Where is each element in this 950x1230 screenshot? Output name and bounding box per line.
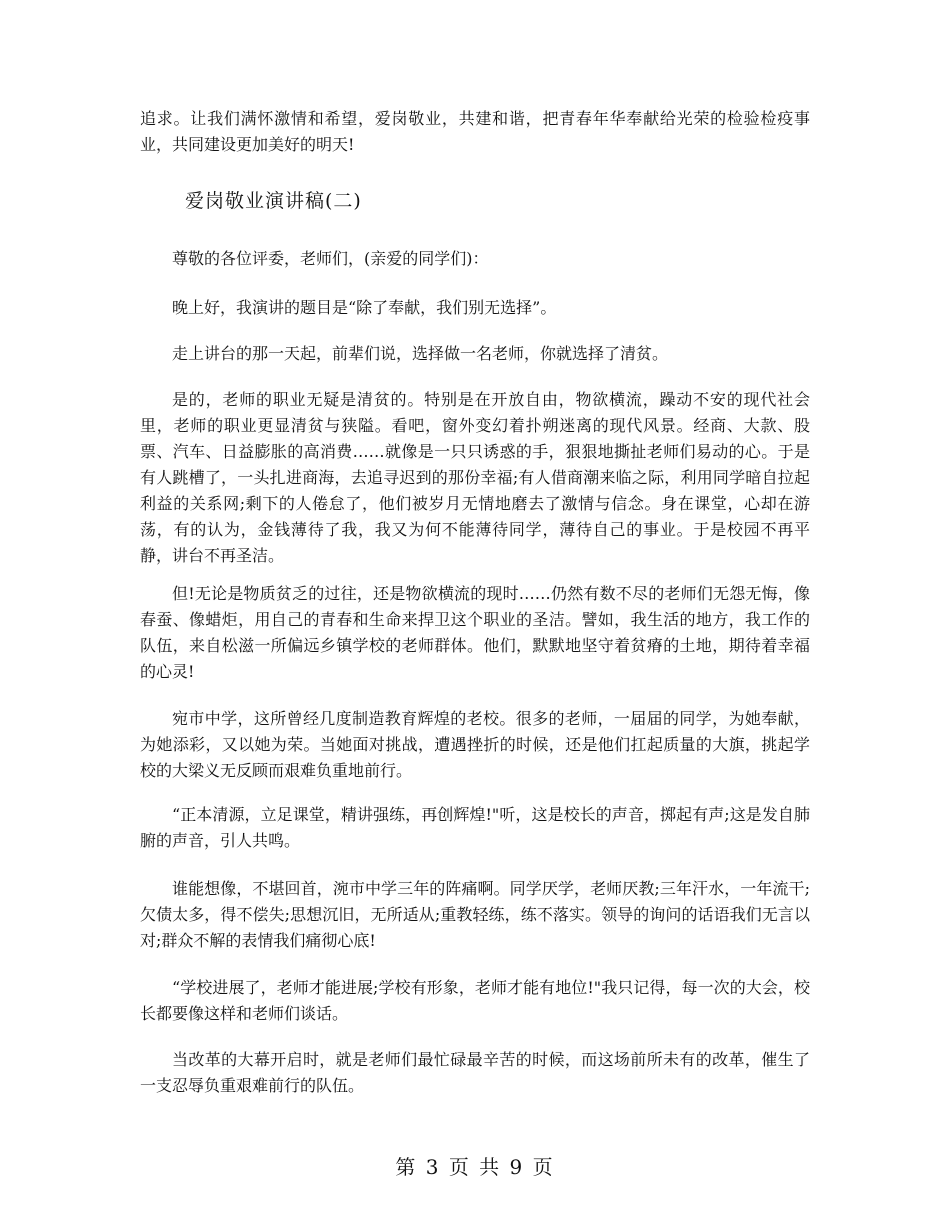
paragraph-continued-closing: 追求。让我们满怀激情和希望，爱岗敬业，共建和谐，把青春年华奉献给光荣的检验检疫事业，共同建设更加美好的明天! <box>140 109 810 154</box>
paragraph-greeting: 晚上好，我演讲的题目是“除了奉献，我们别无选择”。 <box>172 298 557 317</box>
paragraph-body-2: 但!无论是物质贫乏的过往，还是物欲横流的现时……仍然有数不尽的老师们无怨无悔，像春蚕、像蜡炬，用自己的青春和生命来捍卫这个职业的圣洁。譬如，我生活的地方，我工作的队伍，来自松滋一所偏远乡镇学校的老师群体。他们，默默地坚守着贫瘠的土地，期待着幸福的心灵! <box>140 584 810 681</box>
section-title: 爱岗敬业演讲稿(二) <box>185 190 362 212</box>
paragraph-body-1: 是的，老师的职业无疑是清贫的。特别是在开放自由，物欲横流，躁动不安的现代社会里，老师的职业更显清贫与狭隘。看吧，窗外变幻着扑朔迷离的现代风景。经商、大款、股票、汽车、日益膨胀的高消费……就像是一只只诱惑的手，狠狠地撕扯老师们易动的心。于是有人跳槽了，一头扎进商海，去追寻迟到的那份幸福;有人借商潮来临之际，利用同学暗自拉起利益的关系网;剩下的人倦怠了，他们被岁月无情地磨去了激情与信念。身在课堂，心却在游荡，有的认为，金钱薄待了我，我又为何不能薄待同学，薄待自己的事业。于是校园不再平静，讲台不再圣洁。 <box>140 390 810 565</box>
paragraph-intro: 走上讲台的那一天起，前辈们说，选择做一名老师，你就选择了清贫。 <box>172 344 669 363</box>
paragraph-salutation: 尊敬的各位评委，老师们，(亲爱的同学们)： <box>172 249 489 268</box>
page-number-footer: 第 3 页 共 9 页 <box>395 1155 555 1179</box>
paragraph-body-3: 宛市中学，这所曾经几度制造教育辉煌的老校。很多的老师，一届届的同学，为她奉献，为她添彩，又以她为荣。当她面对挑战，遭遇挫折的时候，还是他们扛起质量的大旗，挑起学校的大梁义无反顾而艰难负重地前行。 <box>140 709 810 780</box>
paragraph-body-5: 当改革的大幕开启时，就是老师们最忙碌最辛苦的时候，而这场前所未有的改革，催生了一支忍辱负重艰难前行的队伍。 <box>140 1050 810 1095</box>
paragraph-body-4: 谁能想像，不堪回首，涴市中学三年的阵痛啊。同学厌学，老师厌教;三年汗水，一年流干;欠债太多，得不偿失;思想沉旧，无所适从;重教轻练，练不落实。领导的询问的话语我们无言以对;群众不解的表情我们痛彻心底! <box>140 879 810 950</box>
paragraph-quote-1: “正本清源，立足课堂，精讲强练，再创辉煌!"听，这是校长的声音，掷起有声;这是发自肺腑的声音，引人共鸣。 <box>140 805 810 850</box>
paragraph-quote-2: “学校进展了，老师才能进展;学校有形象，老师才能有地位!"我只记得，每一次的大会，校长都要像这样和老师们谈话。 <box>140 978 810 1023</box>
